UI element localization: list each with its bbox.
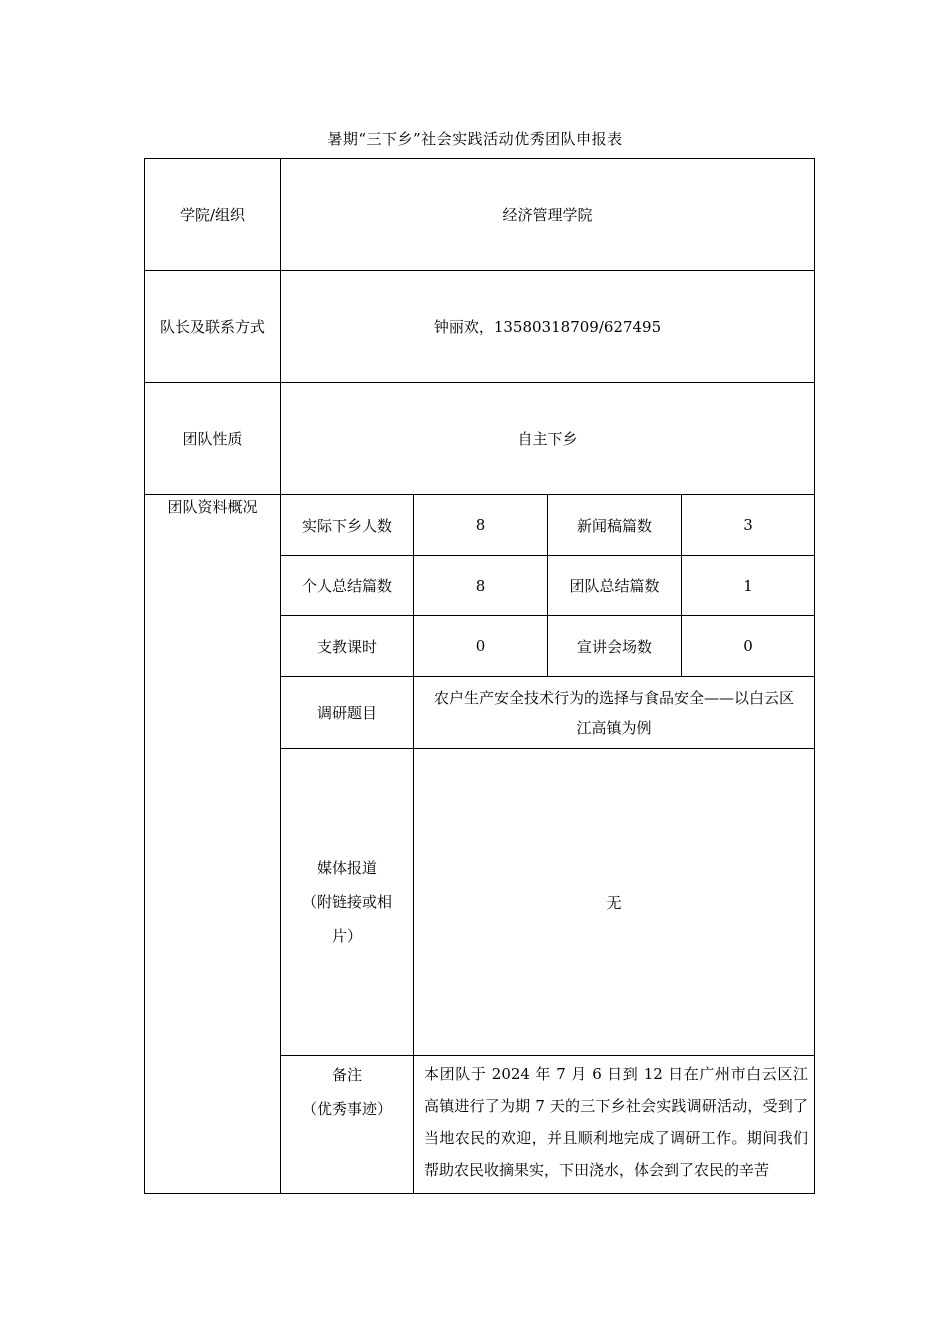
form-title: 暑期“三下乡”社会实践活动优秀团队申报表 (327, 130, 623, 148)
remarks-label (281, 1056, 413, 1193)
stat-label: 个人总结篇数 (301, 577, 392, 595)
media-label-line: 片） (331, 927, 362, 945)
application-form-table (144, 158, 815, 1194)
stat-label: 新闻稿篇数 (576, 516, 652, 535)
research-topic-label: 调研题目 (316, 704, 377, 722)
leader-contact-value: 钟丽欢，13580318709/627495 (433, 318, 662, 336)
remarks-value: 本团队于 2024 年 7 月 6 日到 12 日在广州市白云区江高镇进行了为期 7 天的三下乡社会实践调研活动，受到了当地农民的欢迎，并且顺利地完成了调研工作。期间我们帮助农民收摘果实，下田浇水，体会到了农民的辛苦 (424, 1065, 808, 1179)
stat-value: 1 (743, 576, 753, 595)
remarks-label-line: 备注 (331, 1066, 362, 1084)
stat-label: 实际下乡人数 (301, 516, 392, 535)
media-coverage-value: 无 (606, 893, 622, 912)
remarks-label-line: （优秀事迹） (301, 1100, 392, 1118)
stat-value: 8 (475, 516, 486, 534)
research-topic-line: 江高镇为例 (576, 718, 652, 737)
media-label-line: （附链接或相 (301, 893, 392, 911)
team-nature-label: 团队性质 (182, 430, 243, 448)
stat-label: 团队总结篇数 (569, 577, 660, 595)
team-nature-value: 自主下乡 (517, 430, 578, 448)
stat-value: 0 (475, 637, 486, 655)
stat-value: 0 (743, 637, 753, 655)
stat-label: 支教课时 (316, 637, 377, 656)
college-value: 经济管理学院 (502, 206, 593, 224)
stat-label: 宣讲会场数 (576, 637, 652, 656)
stat-value: 8 (475, 576, 486, 595)
research-topic-value (414, 677, 814, 748)
college-label: 学院/组织 (179, 206, 246, 224)
research-topic-line: 农户生产安全技术行为的选择与食品安全——以白云区 (433, 688, 794, 707)
overview-label: 团队资料概况 (167, 498, 258, 516)
stat-value: 3 (743, 516, 753, 534)
media-label-line: 媒体报道 (316, 859, 377, 877)
leader-label: 队长及联系方式 (159, 318, 265, 336)
media-coverage-label (281, 749, 413, 1055)
